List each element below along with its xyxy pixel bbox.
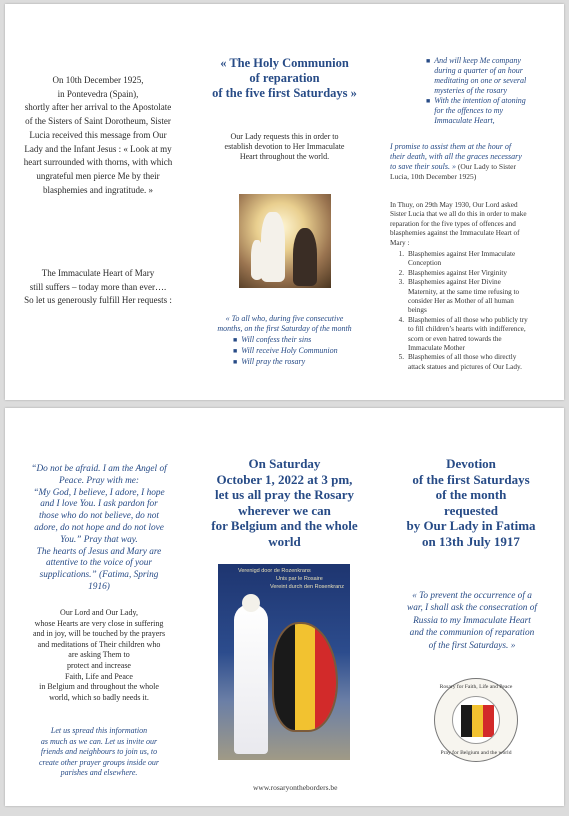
list-item: 2. Blasphemies against Her Virginity (398, 268, 507, 277)
book-icon: ■ (233, 347, 238, 355)
book-icon: ■ (426, 97, 431, 105)
conditions-continued (426, 56, 562, 126)
apparition-message: On 10th December 1925, in Pontevedra (Spain), shortly after her arrival to the Apostolate of the Sisters of Saint Dorotheum, Sister Lucia received this message from Our Lady and the Infant Jesus : « Look at my heart surrounded with thorns, with which ungrateful men pierce Me by their blasphemies and ingratitude. » (23, 75, 173, 195)
leaflet-page-outer (5, 4, 564, 400)
book-icon: ■ (233, 358, 238, 366)
panel-holy-communion (191, 4, 378, 400)
website-url: www.rosaryontheborders.be (253, 783, 338, 792)
panel-angel-prayer (5, 408, 191, 806)
statue-figure (234, 604, 268, 754)
heart-suffers-text: The Immaculate Heart of Mary still suffers – today more than ever…. So let us generously fulfill Her requests : (24, 268, 172, 306)
list-item: 1. Blasphemies against Her Immaculate Conception (398, 250, 516, 268)
angel-prayer: “Do not be afraid. I am the Angel of Peace. Pray with me: “My God, I believe, I adore, I hope and I love You. I ask pardon for those who do not believe, do not adore, do not hope and do not love You.” Pray that way. The hearts of Jesus and Mary are attentive to the voice of your supplications.” (Fatima, Spring 1916) (31, 464, 167, 592)
rosary-seal-logo: Rosary for Faith, Life and Peace Pray for Belgium and the world (434, 678, 518, 762)
list-item: ■ Will confess their sins (233, 335, 312, 344)
list-item: 5. Blasphemies of all those who directly attack statues and pictures of Our Lady. (398, 353, 522, 371)
apparition-image (239, 194, 331, 288)
list-item: ■ With the intention of atoning for the offences to my Immaculate Heart, (426, 96, 526, 125)
spread-text: Let us spread this information as much as we can. Let us invite our friends and neighbours to join us, to create other prayer groups inside our parishes and elsewhere. (38, 726, 160, 778)
request-text: Our Lady requests this in order to establish devotion to Her Immaculate Heart throughout the world. (224, 132, 345, 161)
belgium-flag-map (272, 622, 338, 732)
blasphemies-list (390, 250, 562, 372)
devotion-title: Devotion of the first Saturdays of the month requested by Our Lady in Fatima on 13th July 1917 (406, 456, 536, 549)
event-title: On Saturday October 1, 2022 at 3 pm, let us all pray the Rosary wherever we can for Belgium and the whole world (211, 456, 358, 549)
leaflet-page-inner (5, 408, 564, 806)
rosary-poster-image: Verenigd door de Rozenkrans Unis par le Rosaire Vereint durch den Rosenkranz (218, 564, 350, 760)
book-icon: ■ (426, 57, 431, 65)
panel-intro (5, 4, 191, 400)
panel-rosary-event (191, 408, 378, 806)
book-icon: ■ (233, 336, 238, 344)
conditions-list (233, 335, 373, 368)
list-item: ■ And will keep Me company during a quarter of an hour meditating on one or several mysteries of the rosary (426, 56, 527, 95)
list-item: ■ Will pray the rosary (233, 357, 306, 366)
list-item: 3. Blasphemies against Her Divine Maternity, at the same time refusing to consider Her as Mother of all human beings (398, 278, 520, 315)
tuy-text: In Thuy, on 29th May 1930, Our Lord asked Sister Lucia that we all do this in order to make reparation for the five types of offences and blasphemies against the Immaculate Heart of Mary : (390, 201, 527, 247)
panel-promise (378, 4, 564, 400)
panel-devotion (378, 408, 564, 806)
fatima-quote: « To prevent the occurrence of a war, I shall ask the consecration of Russia to my Immaculate Heart and the communion of reparation of the first Saturdays. » (407, 591, 537, 651)
conditions-intro: « To all who, during five consecutive months, on the first Saturday of the month (217, 314, 352, 333)
list-item: 4. Blasphemies of all those who publicly try to fill children’s hearts with indifference, scorn or even hatred towards the Immaculate Mother (398, 315, 528, 353)
promise-text: I promise to assist them at the hour of their death, with all the graces necessary to save their souls. » (Our Lady to Sister Lucia, 10th December 1925) (390, 142, 522, 181)
page-title: « The Holy Communion of reparation of the five first Saturdays » (212, 56, 357, 100)
hearts-text: Our Lord and Our Lady, whose Hearts are very close in suffering and in joy, will be touched by the prayers and meditations of Their children who are asking Them to protect and increase Faith, Life and Peace in Belgium and throughout the whole world, which so badly needs it. (32, 608, 166, 702)
list-item: ■ Will receive Holy Communion (233, 346, 338, 355)
